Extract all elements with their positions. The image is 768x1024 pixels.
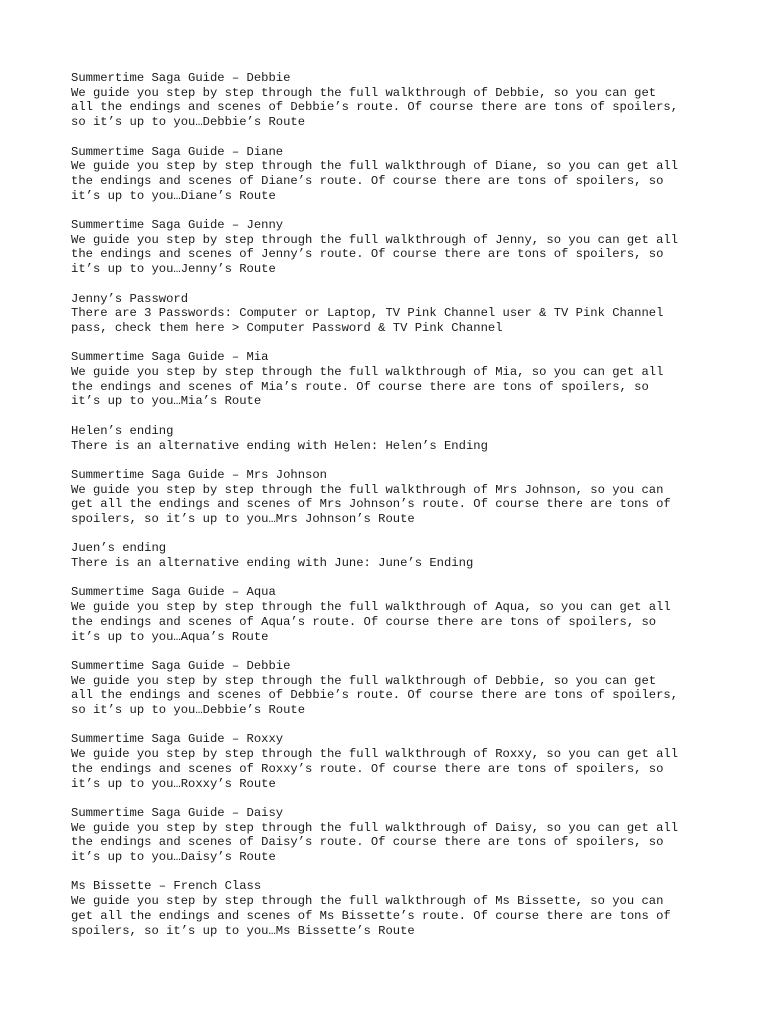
- entry-title: Jenny’s Password: [71, 291, 189, 306]
- entry-body: We guide you step by step through the full walkthrough of Debbie, so you can get all the endings and scenes of Debbie’s route. Of course there are tons of spoilers, so it’s up to you…Debbie’s Route: [71, 673, 679, 718]
- entry-body: We guide you step by step through the full walkthrough of Daisy, so you can get all the endings and scenes of Daisy’s route. Of course there are tons of spoilers, so it’s up to you…Daisy’s Route: [71, 820, 679, 865]
- entry-body: We guide you step by step through the full walkthrough of Jenny, so you can get all the endings and scenes of Jenny’s route. Of course there are tons of spoilers, so it’s up to you…Jenny’s Route: [71, 232, 679, 277]
- entry-title: Summertime Saga Guide – Daisy: [71, 805, 284, 820]
- guide-entry-ms-bissette: [71, 879, 711, 938]
- entry-body: We guide you step by step through the full walkthrough of Diane, so you can get all the endings and scenes of Diane’s route. Of course there are tons of spoilers, so it’s up to you…Diane’s Route: [71, 159, 679, 203]
- guide-entry-debbie-repeat: [71, 659, 711, 718]
- guide-entry-daisy: [71, 806, 711, 865]
- entry-title: Ms Bissette – French Class: [71, 879, 262, 894]
- guide-entry-helen-ending: [71, 424, 711, 453]
- guide-entry-june-ending: [71, 541, 711, 570]
- entry-title: Summertime Saga Guide – Roxxy: [71, 732, 284, 747]
- entry-title: Summertime Saga Guide – Jenny: [71, 218, 284, 232]
- entry-title: Summertime Saga Guide – Diane: [71, 144, 284, 159]
- entry-title: Summertime Saga Guide – Aqua: [71, 585, 276, 600]
- entry-title: Summertime Saga Guide – Mia: [71, 350, 269, 365]
- entry-body: We guide you step by step through the full walkthrough of Mia, so you can get all the endings and scenes of Mia’s route. Of course there are tons of spoilers, so it’s up to you…Mia’s Route: [71, 365, 664, 409]
- entry-body: We guide you step by step through the full walkthrough of Ms Bissette, so you can get all the endings and scenes of Ms Bissette’s route. Of course there are tons of spoilers, so it’s up to you…Ms Bissette’s Route: [71, 894, 671, 938]
- entry-title: Summertime Saga Guide – Debbie: [71, 658, 291, 673]
- guide-entry-mrs-johnson: [71, 468, 711, 527]
- entry-body: We guide you step by step through the full walkthrough of Roxxy, so you can get all the endings and scenes of Roxxy’s route. Of course there are tons of spoilers, so it’s up to you…Roxxy’s Route: [71, 747, 679, 791]
- guide-entry-roxxy: [71, 732, 711, 791]
- guide-entry-jenny: [71, 218, 711, 277]
- guide-entry-aqua: [71, 585, 711, 644]
- guide-entry-jenny-password: [71, 292, 711, 336]
- entry-body: We guide you step by step through the full walkthrough of Debbie, so you can get all the endings and scenes of Debbie’s route. Of course there are tons of spoilers, so it’s up to you…Debbie’s Route: [71, 85, 679, 130]
- entry-title: Summertime Saga Guide – Mrs Johnson: [71, 467, 327, 482]
- entry-body: There are 3 Passwords: Computer or Laptop, TV Pink Channel user & TV Pink Channel pass, check them here > Computer Password & TV Pink Channel: [71, 306, 664, 335]
- entry-title: Helen’s ending: [71, 423, 174, 438]
- entry-body: There is an alternative ending with Helen: Helen’s Ending: [71, 438, 488, 453]
- guide-entry-diane: [71, 145, 711, 204]
- document-page: [71, 71, 711, 953]
- entry-title: Juen’s ending: [71, 541, 167, 556]
- guide-entry-mia: [71, 350, 711, 409]
- entry-body: We guide you step by step through the full walkthrough of Mrs Johnson, so you can get all the endings and scenes of Mrs Johnson’s route. Of course there are tons of spoilers, so it’s up to you…Mrs Johnson’s Route: [71, 482, 671, 526]
- guide-entry-debbie: [71, 71, 711, 130]
- entry-title: Summertime Saga Guide – Debbie: [71, 71, 291, 85]
- entry-body: We guide you step by step through the full walkthrough of Aqua, so you can get all the endings and scenes of Aqua’s route. Of course there are tons of spoilers, so it’s up to you…Aqua’s Route: [71, 600, 671, 644]
- entry-body: There is an alternative ending with June: June’s Ending: [71, 556, 474, 571]
